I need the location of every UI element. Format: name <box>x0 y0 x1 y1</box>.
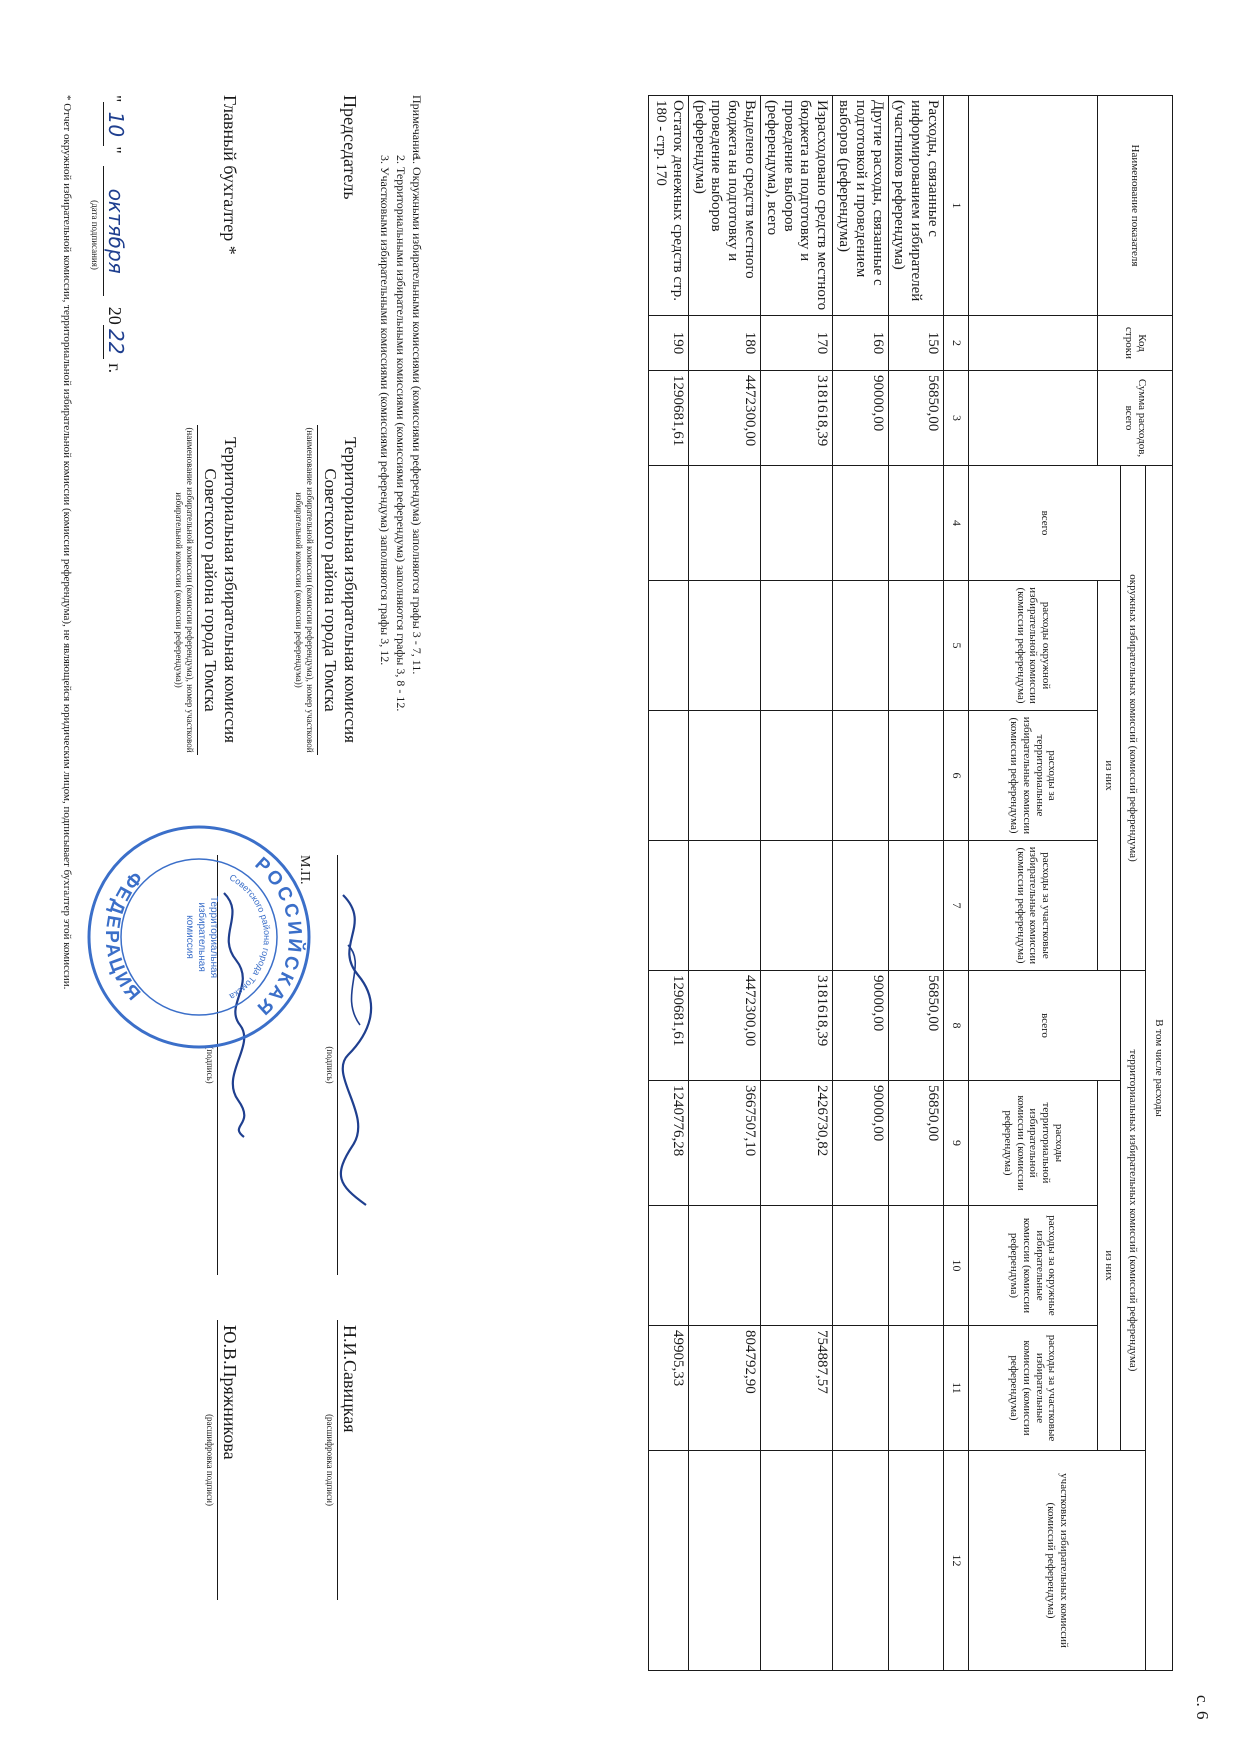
header-district-territorial: расходы за территориальные избирательные комиссии (комиссии референдума) <box>969 711 1098 841</box>
row-cell <box>888 1206 943 1326</box>
accountant-signature-hint: (подпись) <box>205 1046 215 1084</box>
row-cell <box>761 581 833 711</box>
accountant-org: Территориальная избирательная комиссия Советского района города Томска <box>201 437 240 743</box>
notes-label: Примечание. <box>410 95 424 162</box>
header-territorial-district: расходы за окружные избирательные комиссии (комиссии референдума) <box>969 1206 1098 1326</box>
row-territorial-own: 56850,00 <box>888 1081 943 1206</box>
table-row <box>888 96 943 1671</box>
row-cell <box>888 841 943 971</box>
row-name: Другие расходы, связанные с подготовкой и проведением выборов (референдума) <box>833 96 888 316</box>
chairman-name-hint: (расшифровка подписи) <box>325 1414 335 1506</box>
row-territorial-precinct <box>888 1326 943 1451</box>
row-cell <box>688 1451 760 1671</box>
row-cell <box>688 581 760 711</box>
stamp-ring-text: Советского района города Томска <box>227 872 273 1002</box>
row-territorial-all: 3181618,39 <box>761 971 833 1081</box>
date-month: октября <box>103 166 128 296</box>
footnote: * Отчет окружной избирательной комиссии, территориальной избирательной комиссии (комиссии референдума), не являющейся юридическим лицом, подписывает бухгалтер этой комиссии. <box>61 95 73 990</box>
header-district-all: всего <box>969 466 1121 581</box>
chairman-org: Территориальная избирательная комиссия Советского района города Томска <box>321 437 360 743</box>
table-row <box>761 96 833 1671</box>
header-district: окружных избирательных комиссий (комиссий референдума) <box>1121 466 1146 971</box>
chairman-name: Н.И.Савицкая <box>340 1325 360 1433</box>
row-cell <box>888 581 943 711</box>
column-number: 6 <box>944 711 969 841</box>
accountant-role: Главный бухгалтер * <box>220 95 240 255</box>
table-row <box>833 96 888 1671</box>
row-territorial-own: 3667507,10 <box>688 1081 760 1206</box>
row-cell <box>648 1206 688 1326</box>
header-line-code: Код строки <box>1098 316 1173 371</box>
row-cell <box>688 466 760 581</box>
row-name: Выделено средств местного бюджета на подготовку и проведение выборов (референдума) <box>688 96 760 316</box>
seal-mark: М.П. <box>297 855 312 885</box>
row-cell <box>833 711 888 841</box>
row-cell <box>888 466 943 581</box>
date-year-label: г. <box>105 363 125 374</box>
accountant-org-underline <box>197 425 198 755</box>
accountant-org-hint: (наименование избирательной комиссии (комиссии референдума), номер участковой избирательной комиссии (комиссии референдума)) <box>174 427 195 753</box>
row-territorial-precinct: 804792,90 <box>688 1326 760 1451</box>
row-cell <box>648 711 688 841</box>
chairman-name-underline <box>337 1320 338 1600</box>
row-cell <box>688 711 760 841</box>
row-cell <box>833 1206 888 1326</box>
accountant-name: Ю.В.Пряжникова <box>220 1325 240 1460</box>
row-code: 160 <box>833 316 888 371</box>
column-number: 5 <box>944 581 969 711</box>
expenses-table <box>648 95 1173 1671</box>
header-territorial: территориальных избирательных комиссий (комиссий референдума) <box>1121 971 1146 1451</box>
row-name: Израсходовано средств местного бюджета на подготовку и проведение выборов (референдума), всего <box>761 96 833 316</box>
chairman-org-hint: (наименование избирательной комиссии (комиссии референдума), номер участковой избирательной комиссии (комиссии референдума)) <box>294 427 315 753</box>
svg-text:РОССИЙСКАЯ <box>251 854 307 1021</box>
row-total: 3181618,39 <box>761 371 833 466</box>
date-year-suffix: 22 <box>103 325 128 359</box>
row-code: 170 <box>761 316 833 371</box>
row-cell <box>761 1206 833 1326</box>
row-cell <box>648 466 688 581</box>
row-cell <box>648 1451 688 1671</box>
row-territorial-all: 1290681,61 <box>648 971 688 1081</box>
stamp-top-text: РОССИЙСКАЯ <box>250 853 306 1021</box>
row-name: Остаток денежных средств стр. 180 - стр. 170 <box>648 96 688 316</box>
chairman-signature-hint: (подпись) <box>325 1046 335 1084</box>
row-total: 56850,00 <box>888 371 943 466</box>
row-cell <box>888 711 943 841</box>
row-cell <box>833 581 888 711</box>
row-territorial-precinct: 49905,33 <box>648 1326 688 1451</box>
accountant-name-hint: (расшифровка подписи) <box>205 1414 215 1506</box>
row-name: Расходы, связанные с информированием избирателей (участников референдума) <box>888 96 943 316</box>
row-cell <box>833 466 888 581</box>
stamp-center-text: Территориальная избирательная комиссия <box>184 895 219 979</box>
stamp-bottom-text: ФЕДЕРАЦИЯ <box>100 866 146 1008</box>
column-number: 10 <box>944 1206 969 1326</box>
column-number: 8 <box>944 971 969 1081</box>
date-day: 10 <box>103 102 128 146</box>
header-territorial-precinct: расходы за участковые избирательные комиссии (комиссии референдума) <box>969 1326 1098 1451</box>
header-indicator: Наименование показателя <box>1098 96 1173 316</box>
row-territorial-precinct: 754887,57 <box>761 1326 833 1451</box>
row-cell <box>761 1451 833 1671</box>
row-code: 150 <box>888 316 943 371</box>
header-of-which: из них <box>1098 581 1121 971</box>
header-including: В том числе расходы <box>1146 466 1173 1671</box>
header-spacer <box>969 96 1098 316</box>
column-number: 4 <box>944 466 969 581</box>
page-number: с. 6 <box>1193 1695 1212 1720</box>
header-district-precinct: расходы за участковые избирательные комиссии (комиссии референдума) <box>969 841 1098 971</box>
row-cell <box>833 1451 888 1671</box>
signing-date <box>103 95 128 373</box>
row-total: 90000,00 <box>833 371 888 466</box>
header-total: Сумма расходов, всего <box>1098 371 1173 466</box>
row-cell <box>761 466 833 581</box>
row-territorial-own: 2426730,82 <box>761 1081 833 1206</box>
row-total: 1290681,61 <box>648 371 688 466</box>
row-cell <box>761 711 833 841</box>
header-spacer <box>969 316 1098 371</box>
row-territorial-precinct <box>833 1326 888 1451</box>
row-territorial-all: 56850,00 <box>888 971 943 1081</box>
row-cell <box>688 841 760 971</box>
row-territorial-own: 90000,00 <box>833 1081 888 1206</box>
header-district-own: расходы окружной избирательной комиссии (комиссии референдума) <box>969 581 1098 711</box>
chairman-signature-line <box>337 855 338 1275</box>
row-cell <box>761 841 833 971</box>
row-territorial-own: 1240776,28 <box>648 1081 688 1206</box>
note-item: 2. Территориальными избирательными комиссиями (комиссиями референдума) заполняются графы 3, 8 - 12. <box>394 155 408 712</box>
column-number: 12 <box>944 1451 969 1671</box>
header-of-which-2: из них <box>1098 1081 1121 1451</box>
table-row <box>688 96 760 1671</box>
header-spacer <box>969 371 1098 466</box>
chairman-signature <box>328 885 378 1215</box>
column-number: 3 <box>944 371 969 466</box>
column-number: 2 <box>944 316 969 371</box>
row-cell <box>648 581 688 711</box>
official-stamp <box>84 822 314 1052</box>
row-code: 190 <box>648 316 688 371</box>
date-year-prefix: 20 <box>105 306 125 325</box>
chairman-role: Председатель <box>340 95 360 200</box>
row-cell <box>888 1451 943 1671</box>
row-cell <box>833 841 888 971</box>
header-territorial-own: расходы территориальной избирательной комиссии (комиссии референдума) <box>969 1081 1098 1206</box>
row-cell <box>688 1206 760 1326</box>
notes <box>377 95 425 1395</box>
row-territorial-all: 4472300,00 <box>688 971 760 1081</box>
chairman-org-underline <box>317 425 318 755</box>
date-hint: (дата подписания) <box>90 200 100 270</box>
header-precinct: участковых избирательных комиссий (комиссий референдума) <box>969 1451 1146 1671</box>
column-number: 11 <box>944 1326 969 1451</box>
svg-text:Советского района города Томск <box>228 872 272 1002</box>
note-item: 3. Участковыми избирательными комиссиями (комиссиями референдума) заполняются графы 3, 12. <box>378 155 392 666</box>
row-cell <box>648 841 688 971</box>
date-open-quote: " <box>105 95 125 103</box>
date-close-quote: " <box>105 146 125 154</box>
svg-text:ФЕДЕРАЦИЯ <box>101 867 146 1007</box>
table-row <box>648 96 688 1671</box>
column-number: 9 <box>944 1081 969 1206</box>
row-code: 180 <box>688 316 760 371</box>
header-territorial-all: всего <box>969 971 1121 1081</box>
row-total: 4472300,00 <box>688 371 760 466</box>
column-number: 7 <box>944 841 969 971</box>
row-territorial-all: 90000,00 <box>833 971 888 1081</box>
note-item: 1. Окружными избирательными комиссиями (комиссиями референдума) заполняются графы 3 - 7, 11. <box>410 155 424 675</box>
accountant-name-underline <box>217 1320 218 1600</box>
column-number: 1 <box>944 96 969 316</box>
